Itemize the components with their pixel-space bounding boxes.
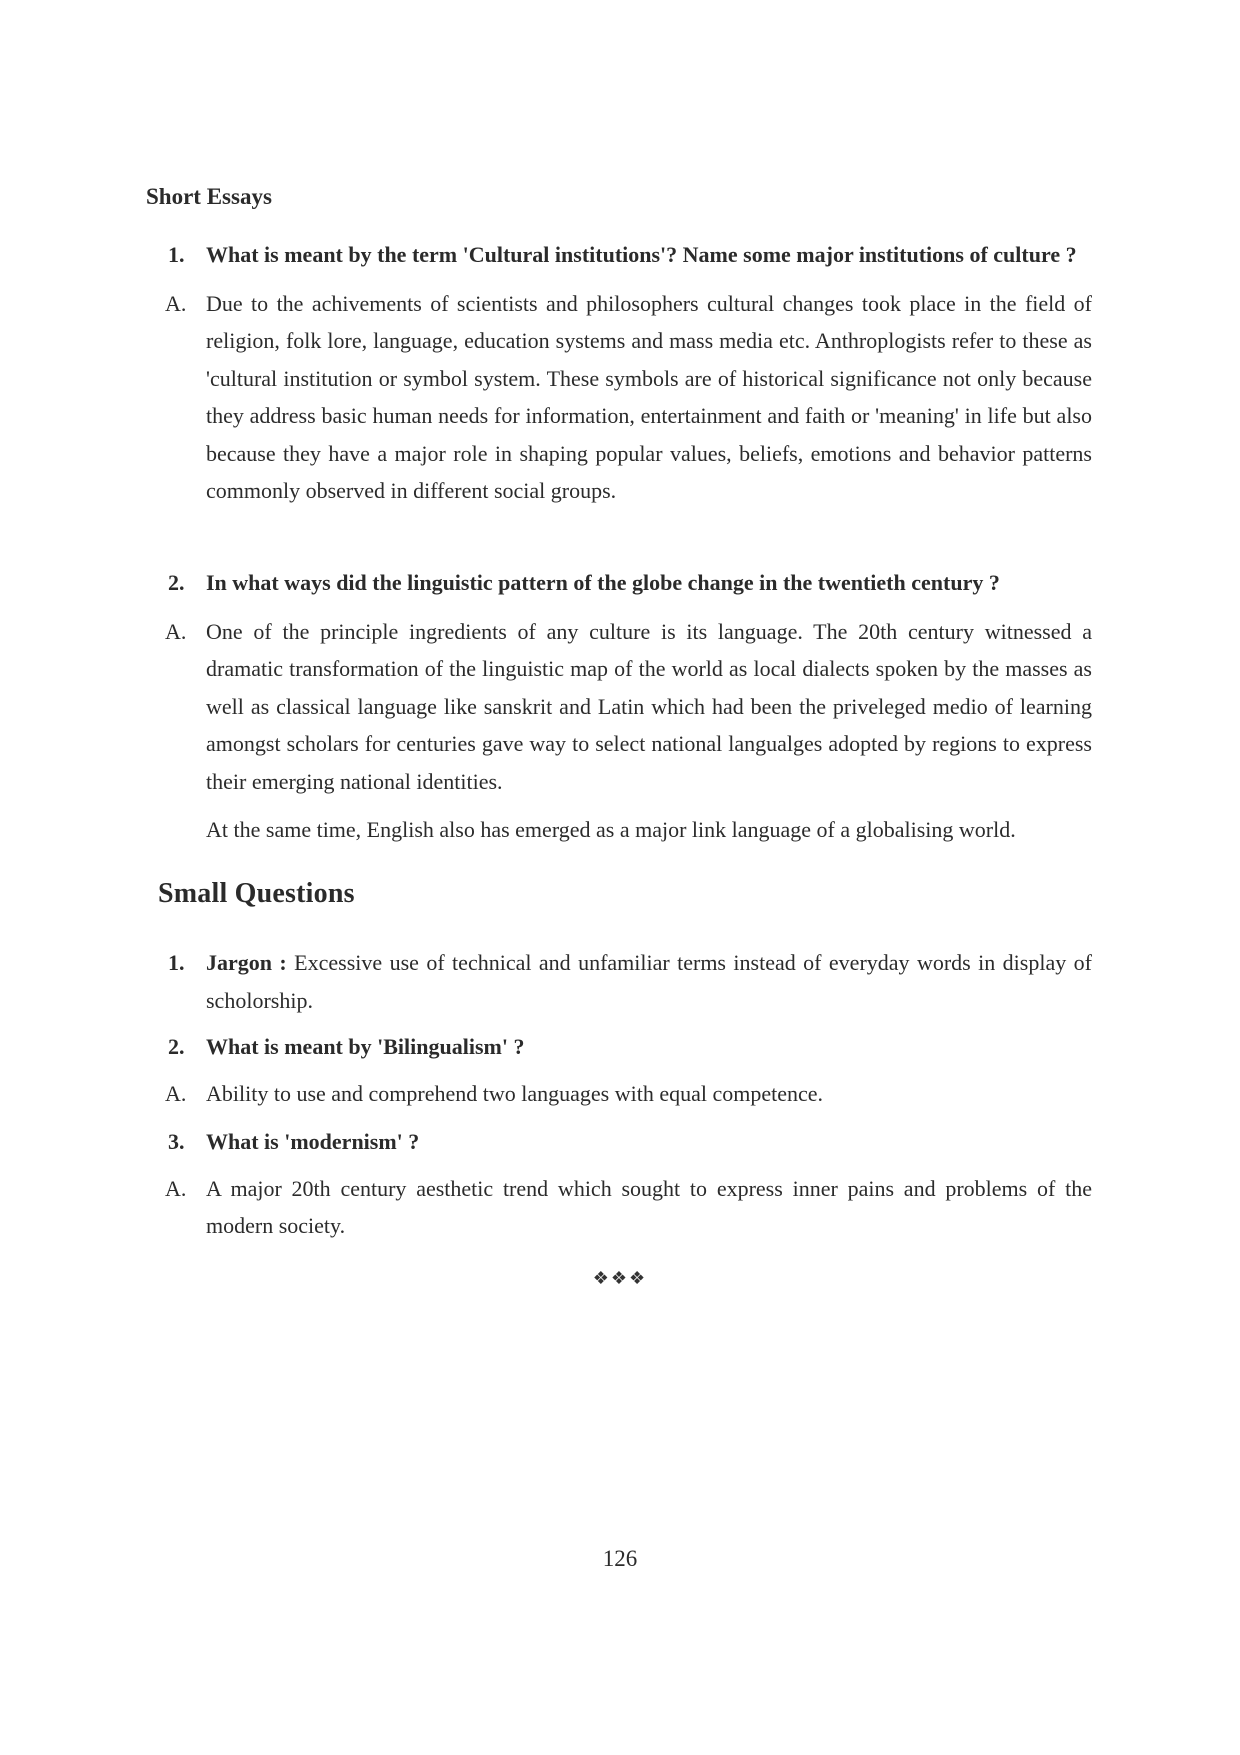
answer-extra-row: [0, 811, 1240, 849]
small-questions-heading: Small Questions: [158, 878, 355, 909]
answer-marker: A.: [165, 618, 187, 644]
question-text: What is meant by 'Bilingualism' ?: [206, 1034, 525, 1059]
answer-marker: A.: [165, 1080, 187, 1106]
section-end-ornament: ❖❖❖: [592, 1268, 648, 1288]
question-number: 1.: [168, 950, 185, 975]
question-row: [0, 564, 1240, 602]
short-essay-item-1: [0, 236, 1240, 510]
question-text: In what ways did the linguistic pattern of the globe change in the twentieth century ?: [206, 570, 1000, 595]
question-number: 1.: [168, 242, 185, 267]
answer-extra-text: At the same time, English also has emerged as a major link language of a globalising world.: [206, 817, 1016, 842]
question-text: What is meant by the term 'Cultural institutions'? Name some major institutions of culture ?: [206, 242, 1077, 267]
question-number: 3.: [168, 1129, 185, 1154]
answer-text: One of the principle ingredients of any culture is its language. The 20th century witnessed a dramatic transformation of the linguistic map of the world as local dialects spoken by the masses as well as classical language like sanskrit and Latin which had been the priveleged medio of learning amongst scholars for centuries gave way to select national langualges adopted by regions to express their emerging national identities.: [206, 618, 1092, 794]
answer-row: [0, 1170, 1240, 1245]
answer-row: [0, 1075, 1240, 1113]
answer-text: Ability to use and comprehend two languages with equal competence.: [206, 1080, 824, 1106]
small-question-item-2: [0, 1028, 1240, 1112]
question-text: What is 'modernism' ?: [206, 1129, 420, 1154]
small-question-item-1: [0, 944, 1240, 1019]
page-number: 126: [602, 1546, 638, 1571]
question-row: [0, 1028, 1240, 1066]
answer-row: [0, 613, 1240, 801]
question-number: 2.: [168, 570, 185, 595]
question-row: [0, 236, 1240, 274]
answer-row: [0, 285, 1240, 510]
small-question-item-3: [0, 1123, 1240, 1245]
short-essays-heading: Short Essays: [146, 184, 272, 209]
short-essay-item-2: [0, 564, 1240, 849]
question-number: 2.: [168, 1034, 185, 1059]
definition-row: [0, 944, 1240, 1019]
answer-marker: A.: [165, 290, 187, 316]
answer-text: A major 20th century aesthetic trend which sought to express inner pains and problems of the modern society.: [206, 1175, 1092, 1238]
answer-marker: A.: [165, 1175, 187, 1201]
answer-text: Due to the achivements of scientists and philosophers cultural changes took place in the field of religion, folk lore, language, education systems and mass media etc. Anthroplogists refer to these as 'cultural institution or symbol system. These symbols are of historical significance not only because they address basic human needs for information, entertainment and faith or 'meaning' in life but also because they have a major role in shaping popular values, beliefs, emotions and behavior patterns commonly observed in different social groups.: [206, 290, 1092, 503]
question-row: [0, 1123, 1240, 1161]
definition-term: Jargon :: [206, 950, 287, 975]
definition-text: [206, 944, 1092, 1019]
definition-body: Excessive use of technical and unfamiliar terms instead of everyday words in display of scholorship.: [206, 950, 1092, 1013]
